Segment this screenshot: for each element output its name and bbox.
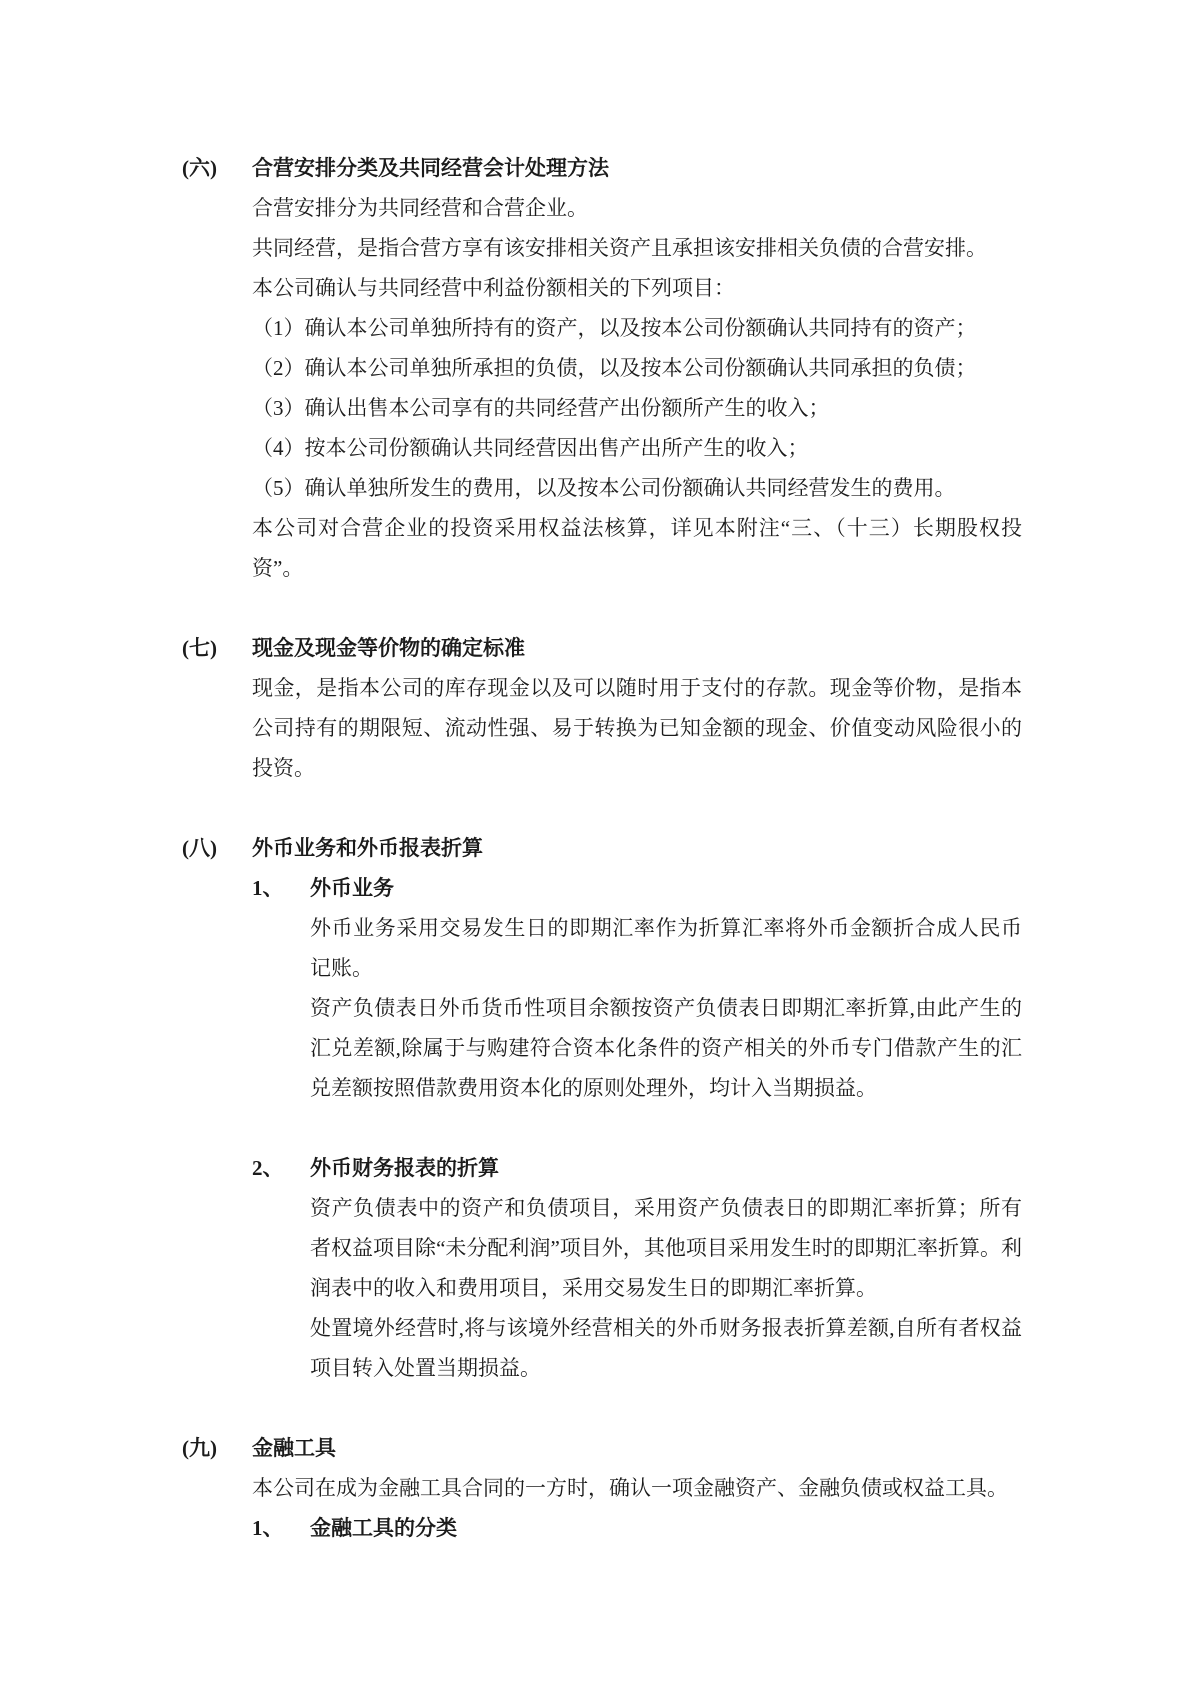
list-item: （2）确认本公司单独所承担的负债，以及按本公司份额确认共同承担的负债； xyxy=(252,356,977,380)
paragraph: 资产负债表中的资产和负债项目，采用资产负债表日的即期汇率折算；所有者权益项目除“未分配利润”项目外，其他项目采用发生时的即期汇率折算。利润表中的收入和费用项目，采用交易发生日的即期汇率折算。 xyxy=(310,1196,1022,1300)
subsection-number: 2、 xyxy=(252,1156,284,1180)
subsection-heading xyxy=(252,1148,1022,1188)
list-item: （5）确认单独所发生的费用，以及按本公司份额确认共同经营发生的费用。 xyxy=(252,476,956,500)
section-body xyxy=(252,1468,1022,1508)
paragraph: 处置境外经营时,将与该境外经营相关的外币财务报表折算差额,自所有者权益项目转入处置当期损益。 xyxy=(310,1316,1022,1380)
paragraph: 共同经营，是指合营方享有该安排相关资产且承担该安排相关负债的合营安排。 xyxy=(252,236,987,260)
section-number: (八) xyxy=(182,836,217,860)
list-item: （1）确认本公司单独所持有的资产，以及按本公司份额确认共同持有的资产； xyxy=(252,316,977,340)
subsection-financial-instruments-classification xyxy=(252,1508,1022,1548)
subsection-heading xyxy=(252,1508,1022,1548)
subsection-title: 外币业务 xyxy=(310,876,394,900)
paragraph: 现金，是指本公司的库存现金以及可以随时用于支付的存款。现金等价物，是指本公司持有的期限短、流动性强、易于转换为已知金额的现金、价值变动风险很小的投资。 xyxy=(252,676,1022,780)
subsection-body xyxy=(310,1188,1022,1388)
section-title: 金融工具 xyxy=(252,1436,336,1460)
section-number: (六) xyxy=(182,156,217,180)
section-heading xyxy=(182,1428,1022,1468)
section-heading xyxy=(182,628,1022,668)
section-financial-instruments xyxy=(182,1428,1022,1548)
list-item: （4）按本公司份额确认共同经营因出售产出所产生的收入； xyxy=(252,436,809,460)
section-body xyxy=(252,188,1022,588)
subsection-fx-statement-translation xyxy=(252,1148,1022,1388)
subsection-title: 外币财务报表的折算 xyxy=(310,1156,499,1180)
paragraph: 本公司对合营企业的投资采用权益法核算，详见本附注“三、（十三）长期股权投资”。 xyxy=(252,516,1022,580)
paragraph: 本公司在成为金融工具合同的一方时，确认一项金融资产、金融负债或权益工具。 xyxy=(252,1476,1008,1500)
section-title: 外币业务和外币报表折算 xyxy=(252,836,483,860)
section-heading xyxy=(182,148,1022,188)
section-title: 合营安排分类及共同经营会计处理方法 xyxy=(252,156,609,180)
subsection-title: 金融工具的分类 xyxy=(310,1516,457,1540)
section-joint-arrangements xyxy=(182,148,1022,588)
paragraph: 外币业务采用交易发生日的即期汇率作为折算汇率将外币金额折合成人民币记账。 xyxy=(310,916,1022,980)
subsection-heading xyxy=(252,868,1022,908)
paragraph: 资产负债表日外币货币性项目余额按资产负债表日即期汇率折算,由此产生的汇兑差额,除属于与购建符合资本化条件的资产相关的外币专门借款产生的汇兑差额按照借款费用资本化的原则处理外，均计入当期损益。 xyxy=(310,996,1022,1100)
section-heading xyxy=(182,828,1022,868)
paragraph: 本公司确认与共同经营中利益份额相关的下列项目： xyxy=(252,276,735,300)
section-foreign-currency xyxy=(182,828,1022,1388)
section-number: (七) xyxy=(182,636,217,660)
paragraph: 合营安排分为共同经营和合营企业。 xyxy=(252,196,588,220)
list-item: （3）确认出售本公司享有的共同经营产出份额所产生的收入； xyxy=(252,396,830,420)
section-number: (九) xyxy=(182,1436,217,1460)
section-title: 现金及现金等价物的确定标准 xyxy=(252,636,525,660)
subsection-number: 1、 xyxy=(252,1516,284,1540)
subsection-body xyxy=(310,908,1022,1108)
section-cash-equivalents xyxy=(182,628,1022,788)
section-body xyxy=(252,668,1022,788)
subsection-number: 1、 xyxy=(252,876,284,900)
subsection-foreign-currency-business xyxy=(252,868,1022,1108)
